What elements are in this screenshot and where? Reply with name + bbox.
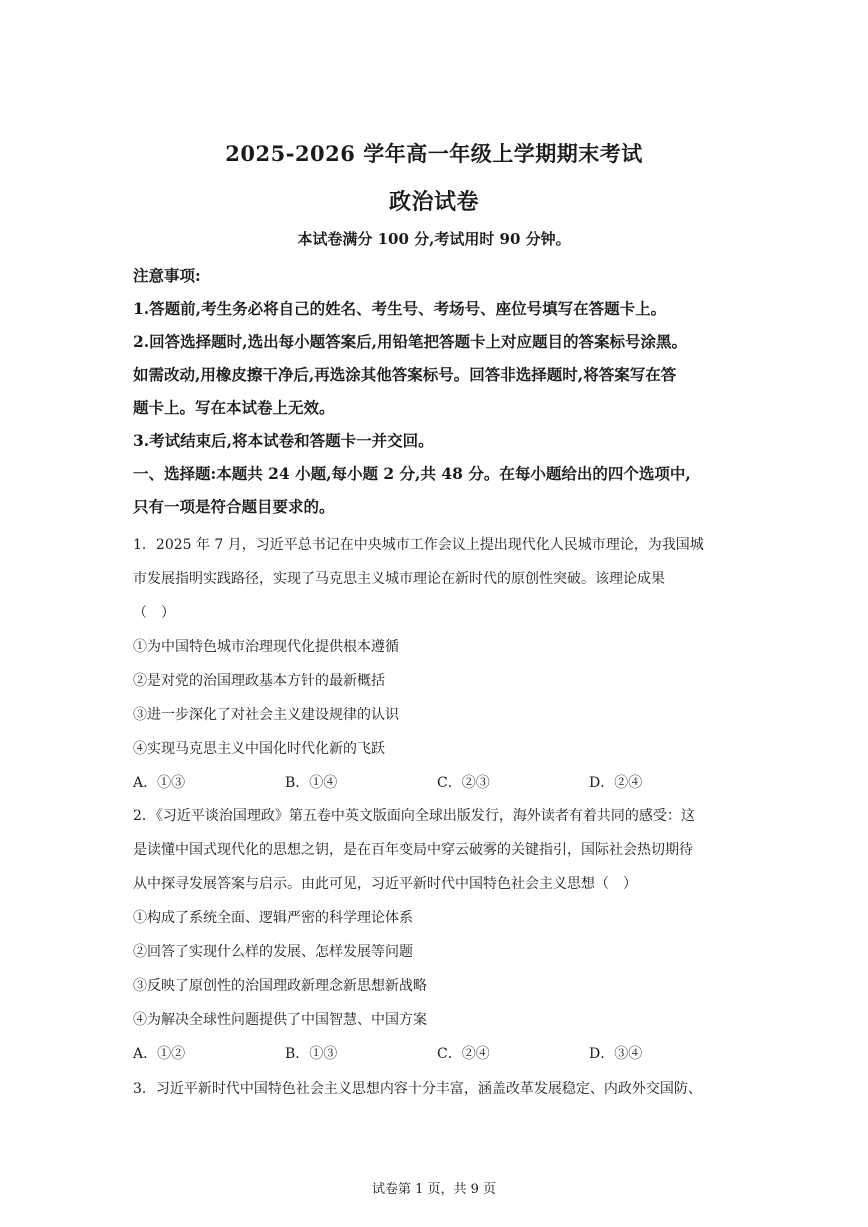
question-stem: （ ） [133, 605, 175, 621]
notice-line: 3.考试结束后,将本试卷和答题卡一并交回。 [133, 431, 434, 450]
option-d: D．②④ [589, 775, 643, 791]
statement-item: ②回答了实现什么样的发展、怎样发展等问题 [133, 944, 413, 960]
statement-item: ③反映了原创性的治国理政新理念新思想新战略 [133, 978, 427, 994]
question-stem: 2．《习近平谈治国理政》第五卷中英文版面向全球出版发行，海外读者有着共同的感受：这 [133, 808, 695, 824]
option-c: C．②③ [437, 775, 490, 791]
answer-options [133, 1037, 743, 1071]
exam-info: 本试卷满分 100 分,考试用时 90 分钟。 [297, 230, 571, 248]
notice-section [133, 259, 743, 523]
statement-item: ③进一步深化了对社会主义建设规律的认识 [133, 707, 399, 723]
notice-heading: 注意事项: [133, 266, 201, 285]
question-1 [133, 528, 743, 800]
question-stem: 从中探寻发展答案与启示。由此可见，习近平新时代中国特色社会主义思想（ ） [133, 876, 637, 892]
option-b: B．①③ [285, 1046, 338, 1062]
answer-options [133, 766, 743, 800]
option-c: C．②④ [437, 1046, 490, 1062]
page-footer: 试卷第 1 页，共 9 页 [371, 1182, 497, 1197]
notice-line: 2.回答选择题时,选出每小题答案后,用铅笔把答题卡上对应题目的答案标号涂黑。 [133, 332, 687, 351]
option-d: D．③④ [589, 1046, 643, 1062]
option-a: A．①② [133, 1046, 186, 1062]
question-2 [133, 799, 743, 1071]
notice-line: 题卡上。写在本试卷上无效。 [133, 398, 335, 417]
exam-title: 2025-2026 学年高一年级上学期期末考试 [225, 141, 643, 166]
subject-title: 政治试卷 [388, 189, 479, 215]
question-stem: 是读懂中国式现代化的思想之钥，是在百年变局中穿云破雾的关键指引，国际社会热切期待 [133, 842, 693, 858]
statement-item: ①构成了系统全面、逻辑严密的科学理论体系 [133, 910, 413, 926]
notice-line: 1.答题前,考生务必将自己的姓名、考生号、考场号、座位号填写在答题卡上。 [133, 299, 667, 318]
statement-item: ④为解决全球性问题提供了中国智慧、中国方案 [133, 1012, 427, 1028]
statement-item: ④实现马克思主义中国化时代化新的飞跃 [133, 741, 385, 757]
question-stem: 3．习近平新时代中国特色社会主义思想内容十分丰富，涵盖改革发展稳定、内政外交国防、 [133, 1081, 702, 1097]
question-3 [133, 1072, 743, 1106]
question-stem: 市发展指明实践路径，实现了马克思主义城市理论在新时代的原创性突破。该理论成果 [133, 571, 665, 587]
option-a: A．①③ [133, 775, 186, 791]
section-heading: 一、选择题:本题共 24 小题,每小题 2 分,共 48 分。在每小题给出的四个选项中, [133, 464, 691, 483]
section-heading: 只有一项是符合题目要求的。 [133, 497, 335, 516]
statement-item: ①为中国特色城市治理现代化提供根本遵循 [133, 639, 399, 655]
option-b: B．①④ [285, 775, 338, 791]
statement-item: ②是对党的治国理政基本方针的最新概括 [133, 673, 385, 689]
notice-line: 如需改动,用橡皮擦干净后,再选涂其他答案标号。回答非选择题时,将答案写在答 [133, 365, 677, 384]
question-stem: 1．2025 年 7 月，习近平总书记在中央城市工作会议上提出现代化人民城市理论，为我国城 [133, 537, 704, 553]
